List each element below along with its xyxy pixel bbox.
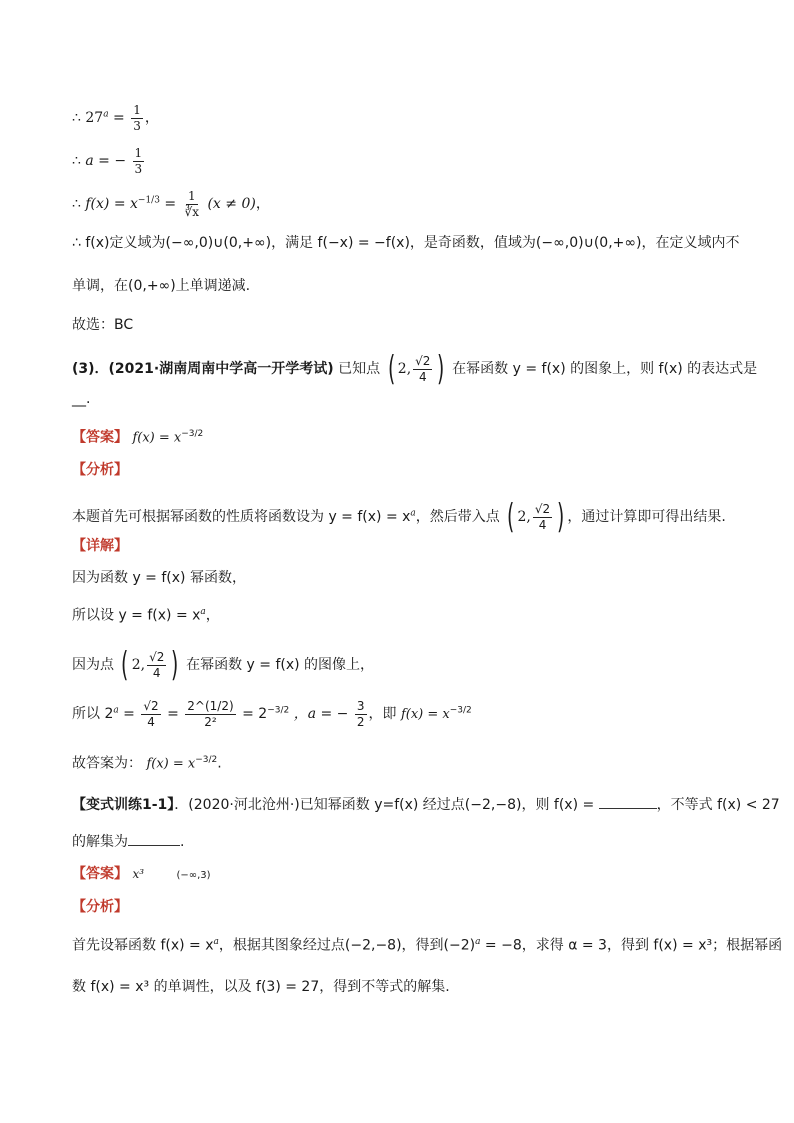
analysis-label: 【分析】 [72,899,128,915]
variant-question-line-2: 的解集为 . [72,834,185,850]
answer-row: 【答案】 $f(x) = x^{-3/2}$ [72,429,204,446]
fraction: $\frac{3}{2}$ [356,699,365,729]
math-equals: = [113,110,125,127]
detail-line-5: 故答案为： $f(x) = x^{-3/2}$. [72,755,222,772]
therefore-symbol: ∴ [72,235,81,251]
question-source: (3)．(2021·湖南周南中学高一开学考试) [72,361,334,377]
line-a-value: ∴ a = − $\frac{1}{3}$ [72,146,143,176]
variant-label: 【变式训练1-1】 [72,797,175,813]
analysis-text: 本题首先可根据幂函数的性质将函数设为 $y = f(x) = x^a$，然后带入点 ( 2, $\frac{√2}{4}$ ) ，通过计算即可得出结果. [72,497,726,537]
detail-line-4: 所以 $2^a$ = $\frac{√2}{4}$ = $\frac{2\^{}(1/2)}{\text{2²}}$ = $2^{-3/2}$ ，a = − $\frac{3}{2}$ ，即 $f(x) = x^{-3/2}$ [72,699,472,729]
analysis2-line-1: 首先设幂函数 $f(x) = x^a$，根据其图象经过点(−2,−8)，得到$(-2)^a = -8$，求得 α = 3，得到 f(x) = x³；根据幂函 [72,937,783,954]
fraction: $\frac{√2}{4}$ [415,353,431,384]
answer-label: 【答案】 [72,429,128,446]
math-base: 27 [85,110,104,127]
analysis-label: 【分析】 [72,462,128,478]
question-3: (3)．(2021·湖南周南中学高一开学考试) 已知点 ( 2, $\frac{√2}{4}$ ) 在幂函数 y = f(x) 的图象上，则 f(x) 的表达式是 [72,349,758,389]
detail-line-2: 所以设 $y = f(x) = x^a$， [72,607,220,624]
line-monotonic: 单调，在(0,+∞)上单调递减. [72,278,251,294]
answer-blank [599,808,657,809]
answer-blank [128,845,180,846]
line-domain: ∴ f(x)定义域为(−∞,0)∪(0,+∞)，满足 f(−x) = −f(x)，是奇函数，值域为(−∞,0)∪(0,+∞)，在定义域内不 [72,235,740,251]
therefore-symbol: ∴ [72,110,81,127]
question-3-blank: __. [72,391,91,407]
analysis2-label-row [72,900,128,914]
detail-label-row [72,539,128,553]
detail-label: 【详解】 [72,538,128,554]
math-exponent: a [103,109,109,120]
fraction: $\frac{√2}{4}$ [143,699,159,729]
fraction: $\frac{1}{3}$ [133,103,141,133]
fraction: $\frac{1}{3}$ [134,146,143,176]
fraction: $\frac{√2}{4}$ [149,649,165,680]
variant-question: 【变式训练1-1】．(2020·河北沧州·)已知幂函数 y=f(x) 经过点(−2,−8)，则 f(x) = ，不等式 f(x) < 27 [72,797,780,813]
line-fx-expression: ∴ $f(x) = x^{-1/3}$ = $\frac{1}{∛x}$ (x ≠ 0)， [72,189,270,219]
line-choice: 故选：BC [72,317,134,333]
answer-label: 【答案】 [72,866,128,882]
line-27a: ∴ 27$^a$ = $\frac{1}{3}$ ， [72,103,159,133]
detail-line-1: 因为函数 y = f(x) 幂函数， [72,570,246,586]
fraction: $\frac{2\^{}(1/2)}{\text{2²}}$ [187,699,234,729]
fraction: $\frac{√2}{4}$ [534,501,551,532]
analysis2-line-2: 数 f(x) = x³ 的单调性，以及 f(3) = 27，得到不等式的解集. [72,979,450,995]
fraction: $\frac{1}{∛x}$ [184,189,199,219]
detail-line-3: 因为点 ( 2, $\frac{√2}{4}$ ) 在幂函数 y = f(x) 的图像上， [72,645,375,685]
answer2-row: 【答案】 x³ (−∞,3) [72,866,211,882]
analysis-label-row [72,463,128,477]
therefore-symbol: ∴ [72,196,81,213]
therefore-symbol: ∴ [72,153,81,170]
